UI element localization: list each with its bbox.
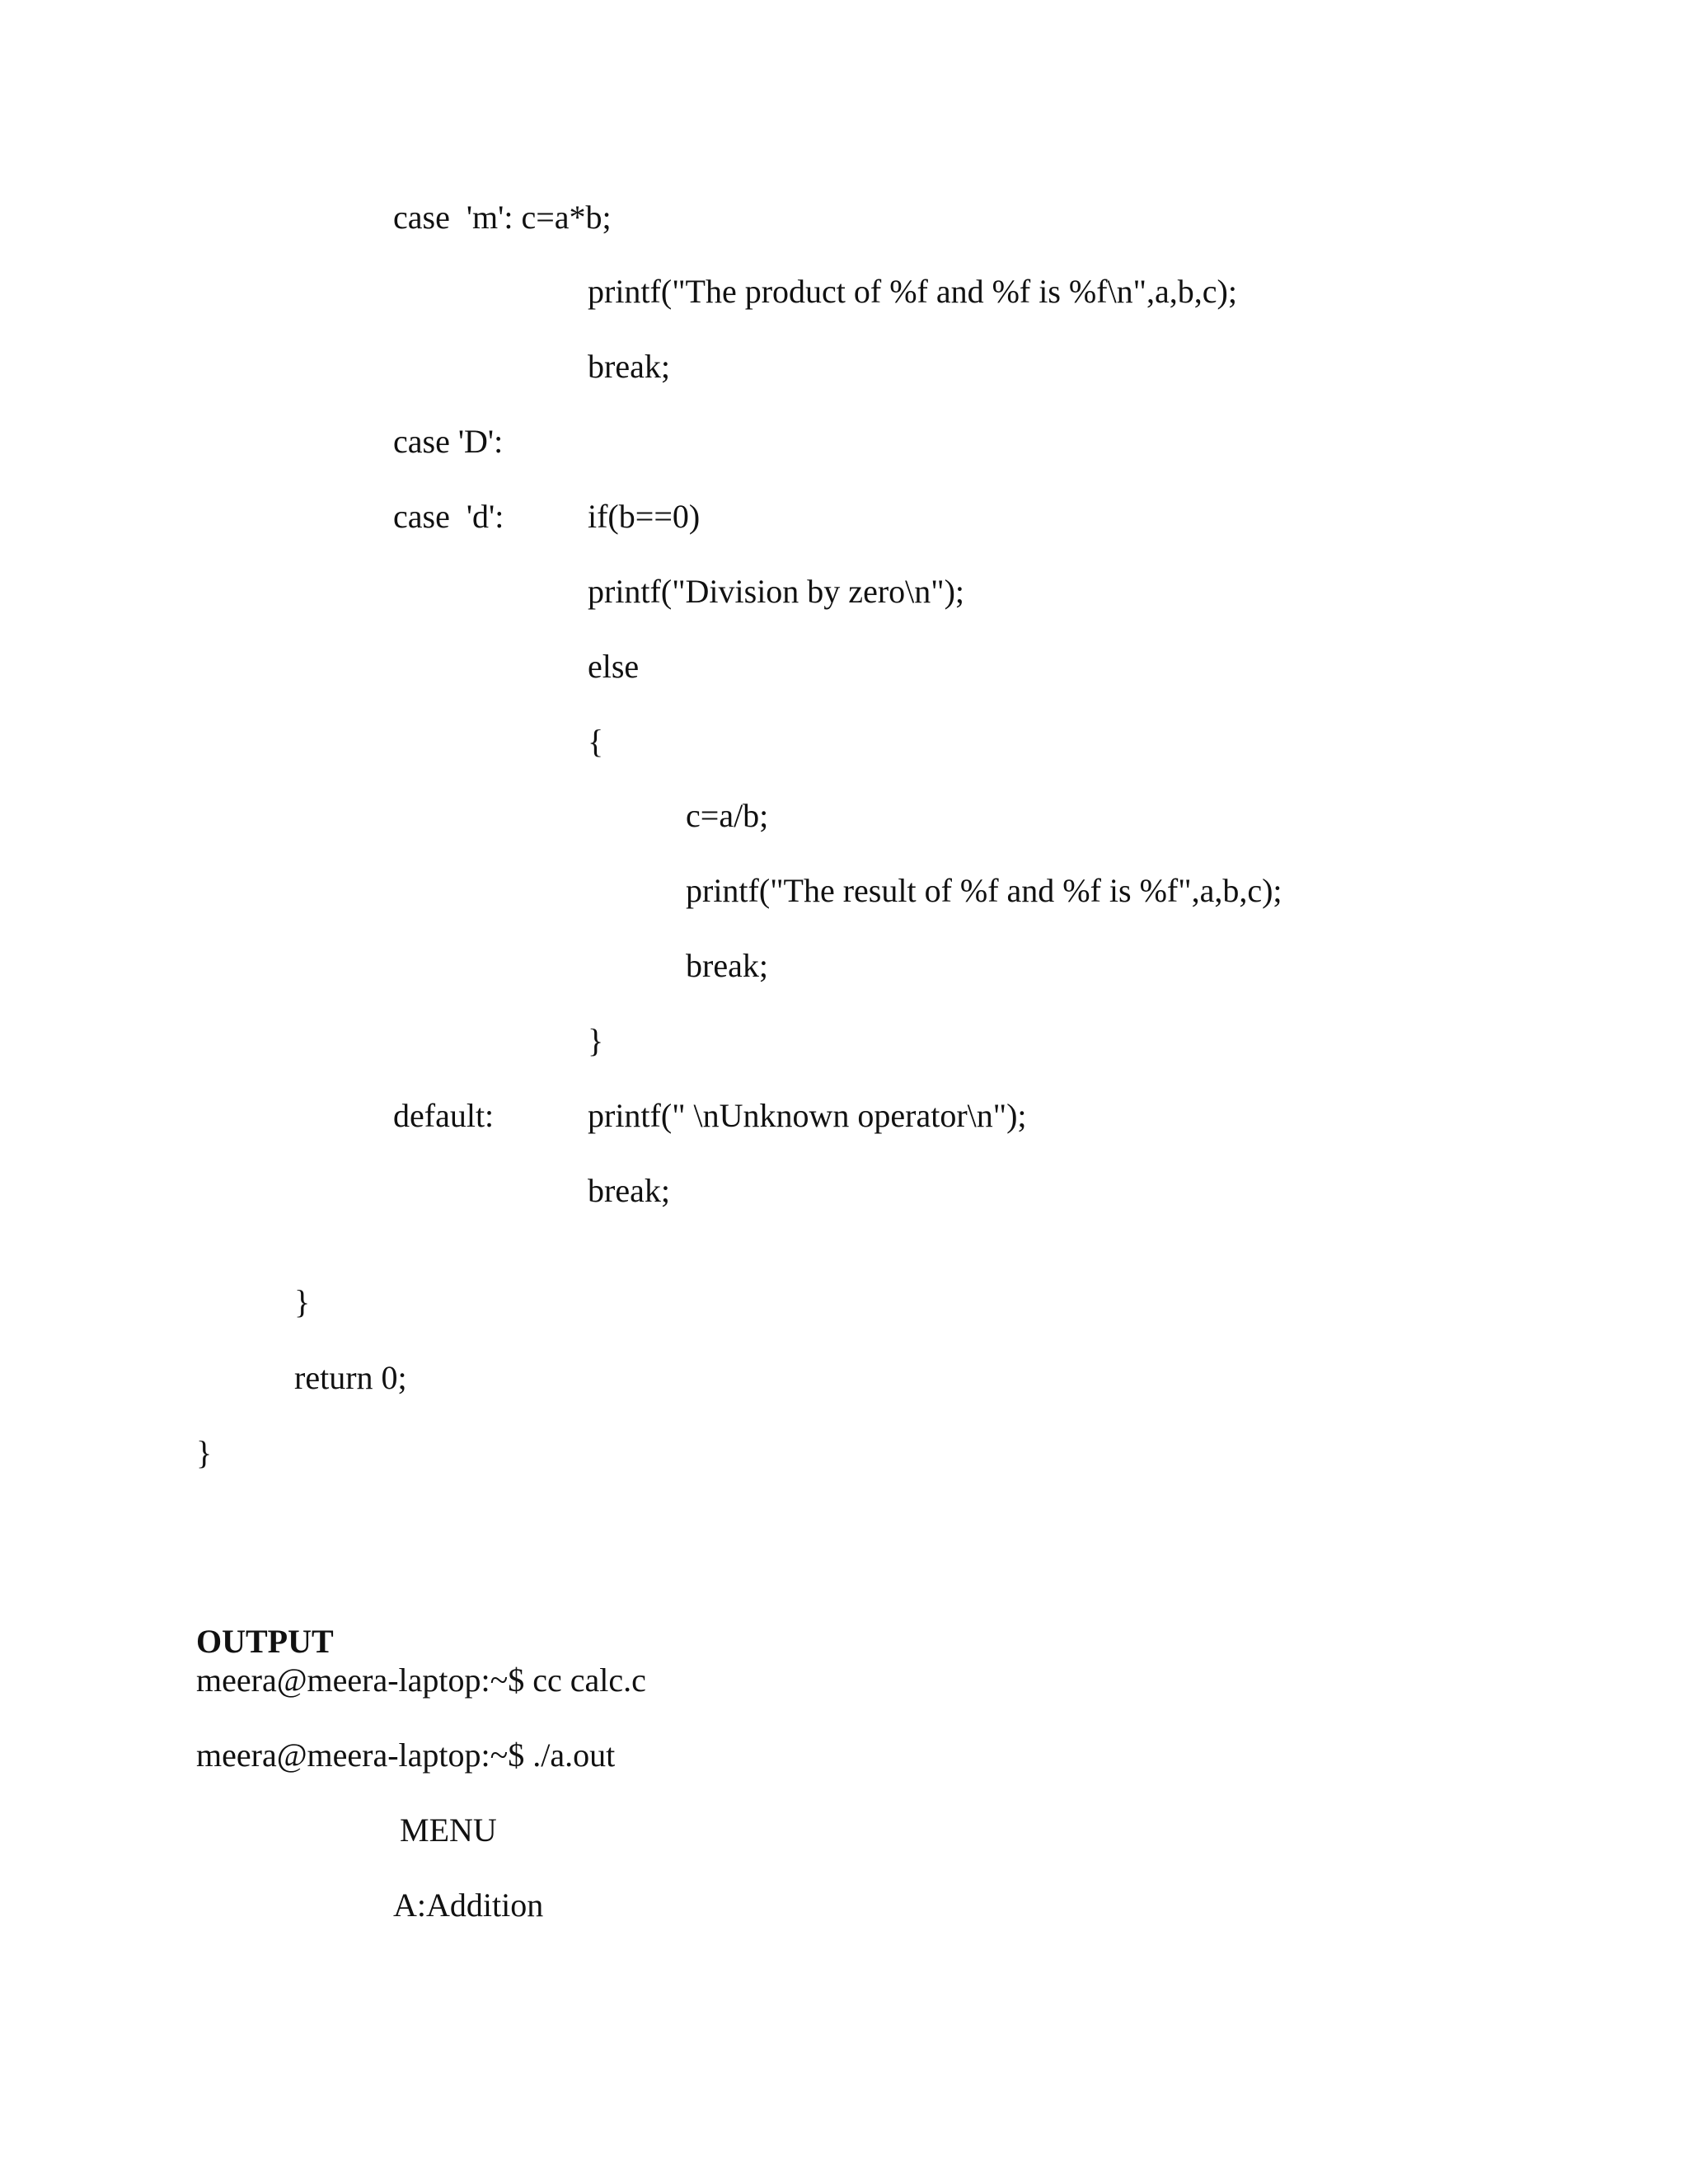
code-line-printf-product: printf("The product of %f and %f is %f\n",a,b,c);	[588, 273, 1237, 310]
code-line-brace-close: }	[294, 1283, 311, 1320]
code-line-if-b-zero: if(b==0)	[588, 498, 701, 535]
code-line-brace-close: }	[588, 1022, 604, 1059]
code-line-c-div: c=a/b;	[686, 797, 769, 834]
code-line-printf-result: printf("The result of %f and %f is %f",a,b,c);	[686, 872, 1282, 909]
code-line-case-D: case 'D':	[393, 423, 504, 460]
code-line-printf-unknown: printf(" \nUnknown operator\n");	[588, 1097, 1027, 1134]
code-line-brace-open: {	[588, 723, 604, 760]
code-line-else: else	[588, 648, 640, 685]
code-line-break: break;	[588, 348, 670, 385]
code-line-case-d: case 'd':	[393, 498, 504, 535]
terminal-line-run: meera@meera-laptop:~$ ./a.out	[196, 1736, 616, 1774]
output-heading: OUTPUT	[196, 1623, 334, 1660]
terminal-line-compile: meera@meera-laptop:~$ cc calc.c	[196, 1661, 646, 1699]
code-line-break: break;	[686, 947, 768, 984]
code-line-break: break;	[588, 1172, 670, 1209]
code-line-default: default:	[393, 1097, 495, 1134]
code-line-case-m: case 'm': c=a*b;	[393, 199, 612, 236]
code-line-return: return 0;	[294, 1359, 407, 1396]
code-line-brace-close: }	[196, 1434, 213, 1471]
menu-item-addition: A:Addition	[393, 1886, 544, 1924]
code-line-printf-div-zero: printf("Division by zero\n");	[588, 573, 965, 610]
menu-title: MENU	[400, 1811, 497, 1849]
